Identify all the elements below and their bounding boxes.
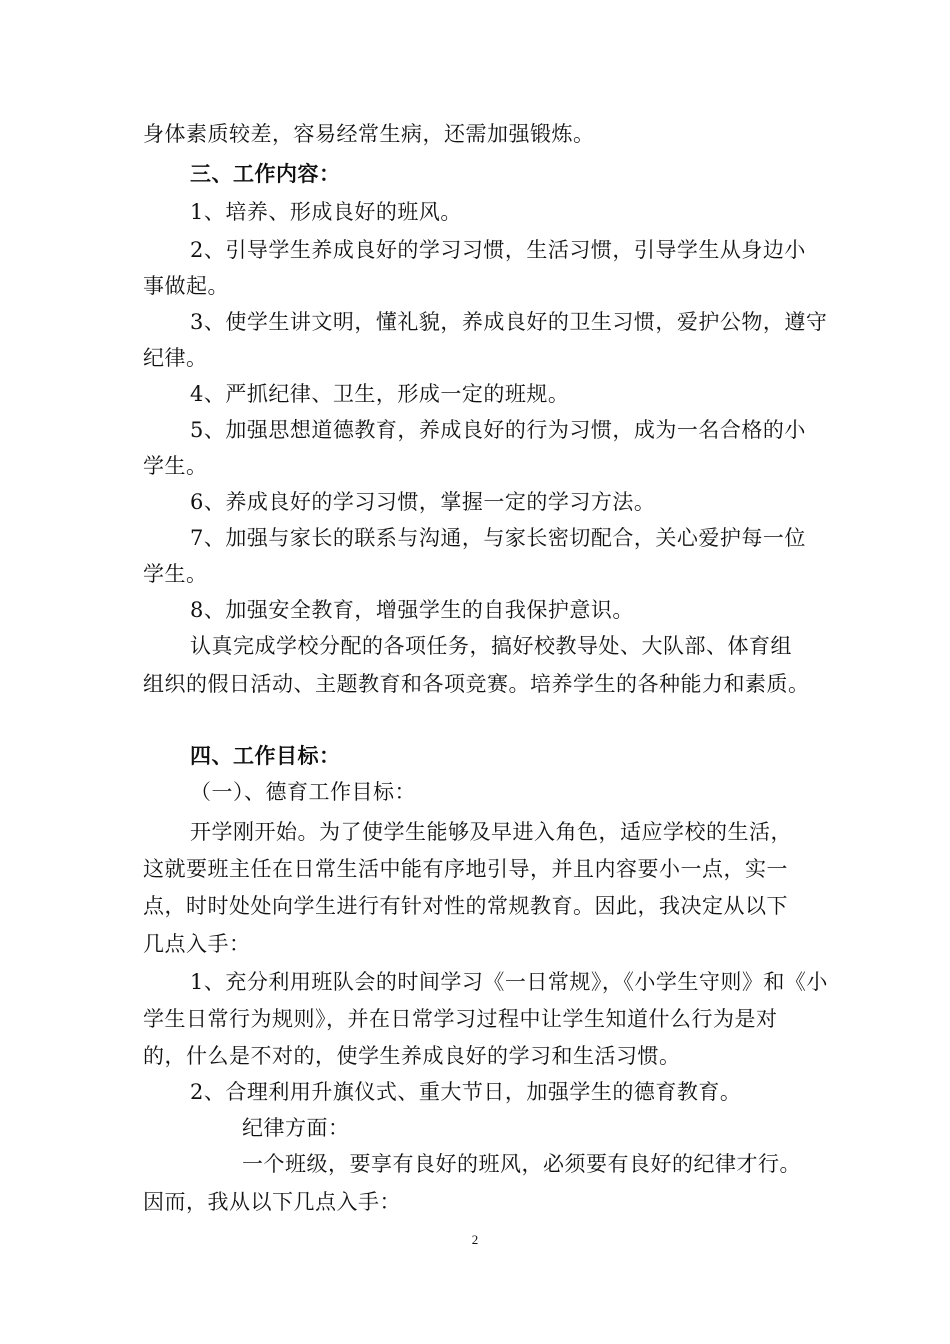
list-item-5: 5、加强思想道德教育，养成良好的行为习惯，成为一名合格的小 (190, 418, 806, 442)
paragraph-line: 点，时时处处向学生进行有针对性的常规教育。因此，我决定从以下 (143, 894, 788, 918)
paragraph-line: 开学刚开始。为了使学生能够及早进入角色，适应学校的生活， (190, 820, 792, 844)
goal-item-1-continuation: 学生日常行为规则》，并在日常学习过程中让学生知道什么行为是对 (143, 1007, 778, 1031)
list-item-2-continuation: 事做起。 (143, 274, 229, 298)
paragraph-line: 因而，我从以下几点入手： (143, 1190, 401, 1214)
paragraph-line: 几点入手： (143, 932, 251, 956)
paragraph-line: 这就要班主任在日常生活中能有序地引导，并且内容要小一点，实一 (143, 857, 788, 881)
goal-item-2: 2、合理利用升旗仪式、重大节日，加强学生的德育教育。 (190, 1080, 742, 1104)
paragraph-line: 组织的假日活动、主题教育和各项竞赛。培养学生的各种能力和素质。 (143, 672, 810, 696)
list-item-6: 6、养成良好的学习习惯，掌握一定的学习方法。 (190, 490, 656, 514)
page-number: 2 (471, 1232, 479, 1247)
list-item-4: 4、严抓纪律、卫生，形成一定的班规。 (190, 382, 570, 406)
paragraph-line: 认真完成学校分配的各项任务，搞好校教导处、大队部、体育组 (190, 634, 792, 658)
section-heading-work-content: 三、工作内容： (190, 161, 341, 186)
list-item-7: 7、加强与家长的联系与沟通，与家长密切配合，关心爱护每一位 (190, 526, 806, 550)
list-item-7-continuation: 学生。 (143, 562, 208, 586)
goal-item-1-continuation: 的，什么是不对的，使学生养成良好的学习和生活习惯。 (143, 1044, 681, 1068)
list-item-1: 1、培养、形成良好的班风。 (190, 200, 462, 224)
paragraph-line: 一个班级，要享有良好的班风，必须要有良好的纪律才行。 (242, 1152, 801, 1176)
list-item-3-continuation: 纪律。 (143, 346, 208, 370)
discipline-heading: 纪律方面： (242, 1116, 350, 1140)
list-item-2: 2、引导学生养成良好的学习习惯，生活习惯，引导学生从身边小 (190, 238, 806, 262)
paragraph-line: 身体素质较差，容易经常生病，还需加强锻炼。 (143, 122, 595, 146)
list-item-3: 3、使学生讲文明，懂礼貌，养成良好的卫生习惯，爱护公物，遵守 (190, 310, 828, 334)
section-heading-work-goals: 四、工作目标： (190, 743, 341, 768)
subsection-heading-moral-education: （一）、德育工作目标： (190, 780, 416, 804)
list-item-8: 8、加强安全教育，增强学生的自我保护意识。 (190, 598, 634, 622)
list-item-5-continuation: 学生。 (143, 454, 208, 478)
goal-item-1: 1、充分利用班队会的时间学习《一日常规》，《小学生守则》和《小 (190, 970, 828, 994)
